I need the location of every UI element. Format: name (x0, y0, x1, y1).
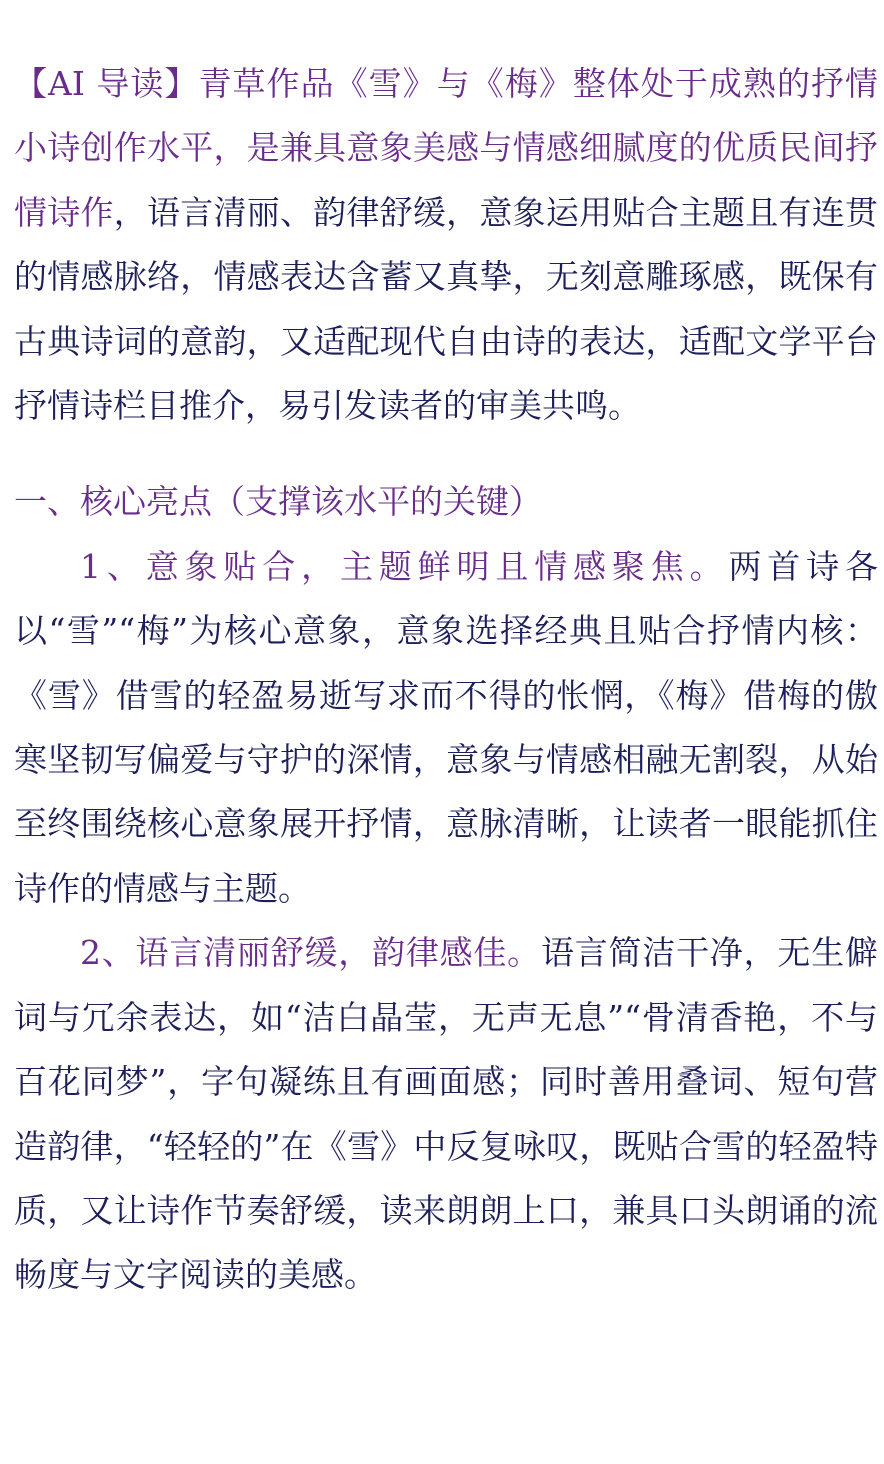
section-heading: 一、核心亮点（支撑该水平的关键） (14, 482, 542, 522)
point-2-title: 2、语言清丽舒缓，韵律感佳。 (80, 933, 541, 973)
intro-body: ，语言清丽、韵律舒缓，意象运用贴合主题且有连贯的情感脉络，情感表达含蓄又真挚，无刻意雕琢感，既保有古典诗词的意韵，又适配现代自由诗的表达，适配文学平台抒情诗栏目推介，易引发读者的审美共鸣。 (14, 192, 879, 426)
point-2-paragraph (14, 921, 878, 1307)
intro-paragraph (14, 52, 878, 438)
point-1-title: 1、意象贴合，主题鲜明且情感聚焦。 (80, 546, 729, 586)
paragraph-gap (14, 438, 878, 470)
point-2-body: 语言简洁干净，无生僻词与冗余表达，如“洁白晶莹，无声无息”“骨清香艳，不与百花同梦”，字句凝练且有画面感；同时善用叠词、短句营造韵律，“轻轻的”在《雪》中反复咏叹，既贴合雪的轻盈特质，又让诗作节奏舒缓，读来朗朗上口，兼具口头朗诵的流畅度与文字阅读的美感。 (14, 933, 878, 1295)
point-1-paragraph (14, 535, 878, 921)
point-1-body: 两首诗各以“雪”“梅”为核心意象，意象选择经典且贴合抒情内核：《雪》借雪的轻盈易逝写求而不得的怅惘，《梅》借梅的傲寒坚韧写偏爱与守护的深情，意象与情感相融无割裂，从始至终围绕核心意象展开抒情，意脉清晰，让读者一眼能抓住诗作的情感与主题。 (14, 546, 879, 908)
article (14, 52, 878, 1308)
intro-lead: 【AI 导读】青草作品《雪》与《梅》整体处于成熟的抒情小诗创作水平，是兼具意象美感与情感细腻度的优质民间抒情诗作 (14, 64, 878, 232)
